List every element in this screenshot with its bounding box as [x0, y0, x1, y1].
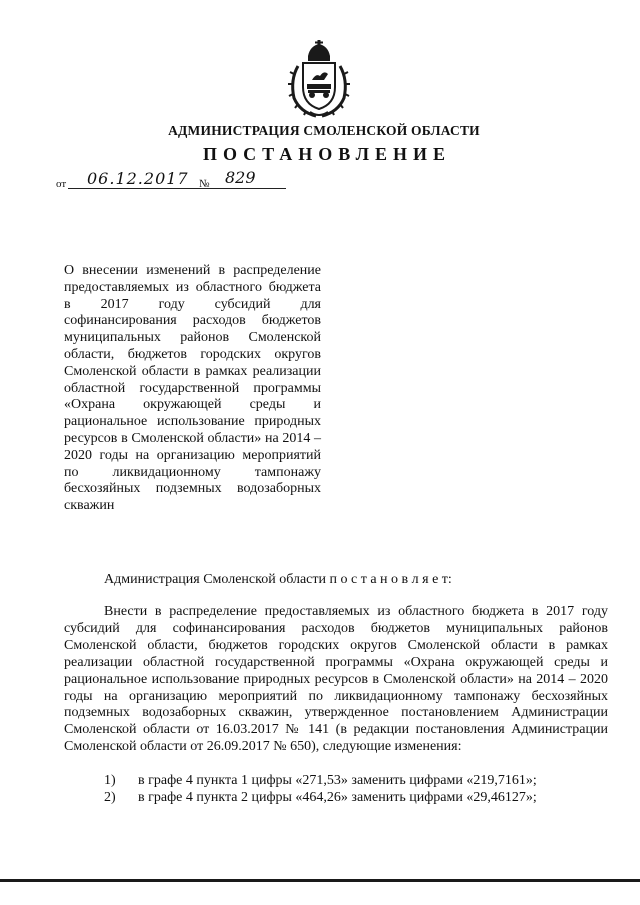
- handwritten-number: 829: [225, 168, 256, 187]
- document-type-title: ПОСТАНОВЛЕНИЕ: [202, 144, 452, 164]
- handwritten-date: 06.12.2017: [87, 169, 189, 188]
- date-label: от: [56, 178, 67, 190]
- bottom-divider: [0, 879, 640, 882]
- document-subject: О внесении изменений в распределение предоставляемых из областного бюджета в 2017 году субсидий для софинансирования расходов бюджетов муниципальных районов Смоленской области, бюджетов городских округов Смоленской области в рамках реализации областной государственной программы «Охрана окружающей среды и рациональное использование природных ресурсов в Смоленской области» на 2014 – 2020 годы на организацию мероприятий по ликвидационному тампонажу бесхозяйных подземных водозаборных скважин: [64, 263, 321, 514]
- date-number-line: [56, 168, 296, 192]
- main-paragraph: Внести в распределение предоставляемых из областного бюджета в 2017 году субсидий для софинансирования расходов бюджетов муниципальных районов Смоленской области, бюджетов городских округов Смоленской области в рамках реализации областной государственной программы «Охрана окружающей среды и рациональное использование природных ресурсов в Смоленской области» на 2014 – 2020 годы на организацию мероприятий по ликвидационному тампонажу бесхозяйных подземных водозаборных скважин, утвержденное постановлением Администрации Смоленской области от 16.03.2017 № 141 (в редакции постановления Администрации Смоленской области от 26.09.2017 № 650), следующие изменения:: [64, 604, 608, 755]
- list-item-text: в графе 4 пункта 2 цифры «464,26» заменить цифрами «29,46127»;: [138, 790, 537, 805]
- list-item-number: 2): [104, 790, 116, 805]
- list-item-number: 1): [104, 773, 116, 788]
- number-underline: [212, 188, 286, 189]
- intro-line: Администрация Смоленской области п о с т а н о в л я е т:: [104, 572, 452, 587]
- coat-of-arms-emblem: [286, 40, 352, 120]
- organization-name: АДМИНИСТРАЦИЯ СМОЛЕНСКОЙ ОБЛАСТИ: [168, 123, 480, 138]
- list-item-text: в графе 4 пункта 1 цифры «271,53» заменить цифрами «219,7161»;: [138, 773, 537, 788]
- coat-of-arms-smolensk-icon: [286, 40, 352, 120]
- number-label: №: [199, 178, 210, 190]
